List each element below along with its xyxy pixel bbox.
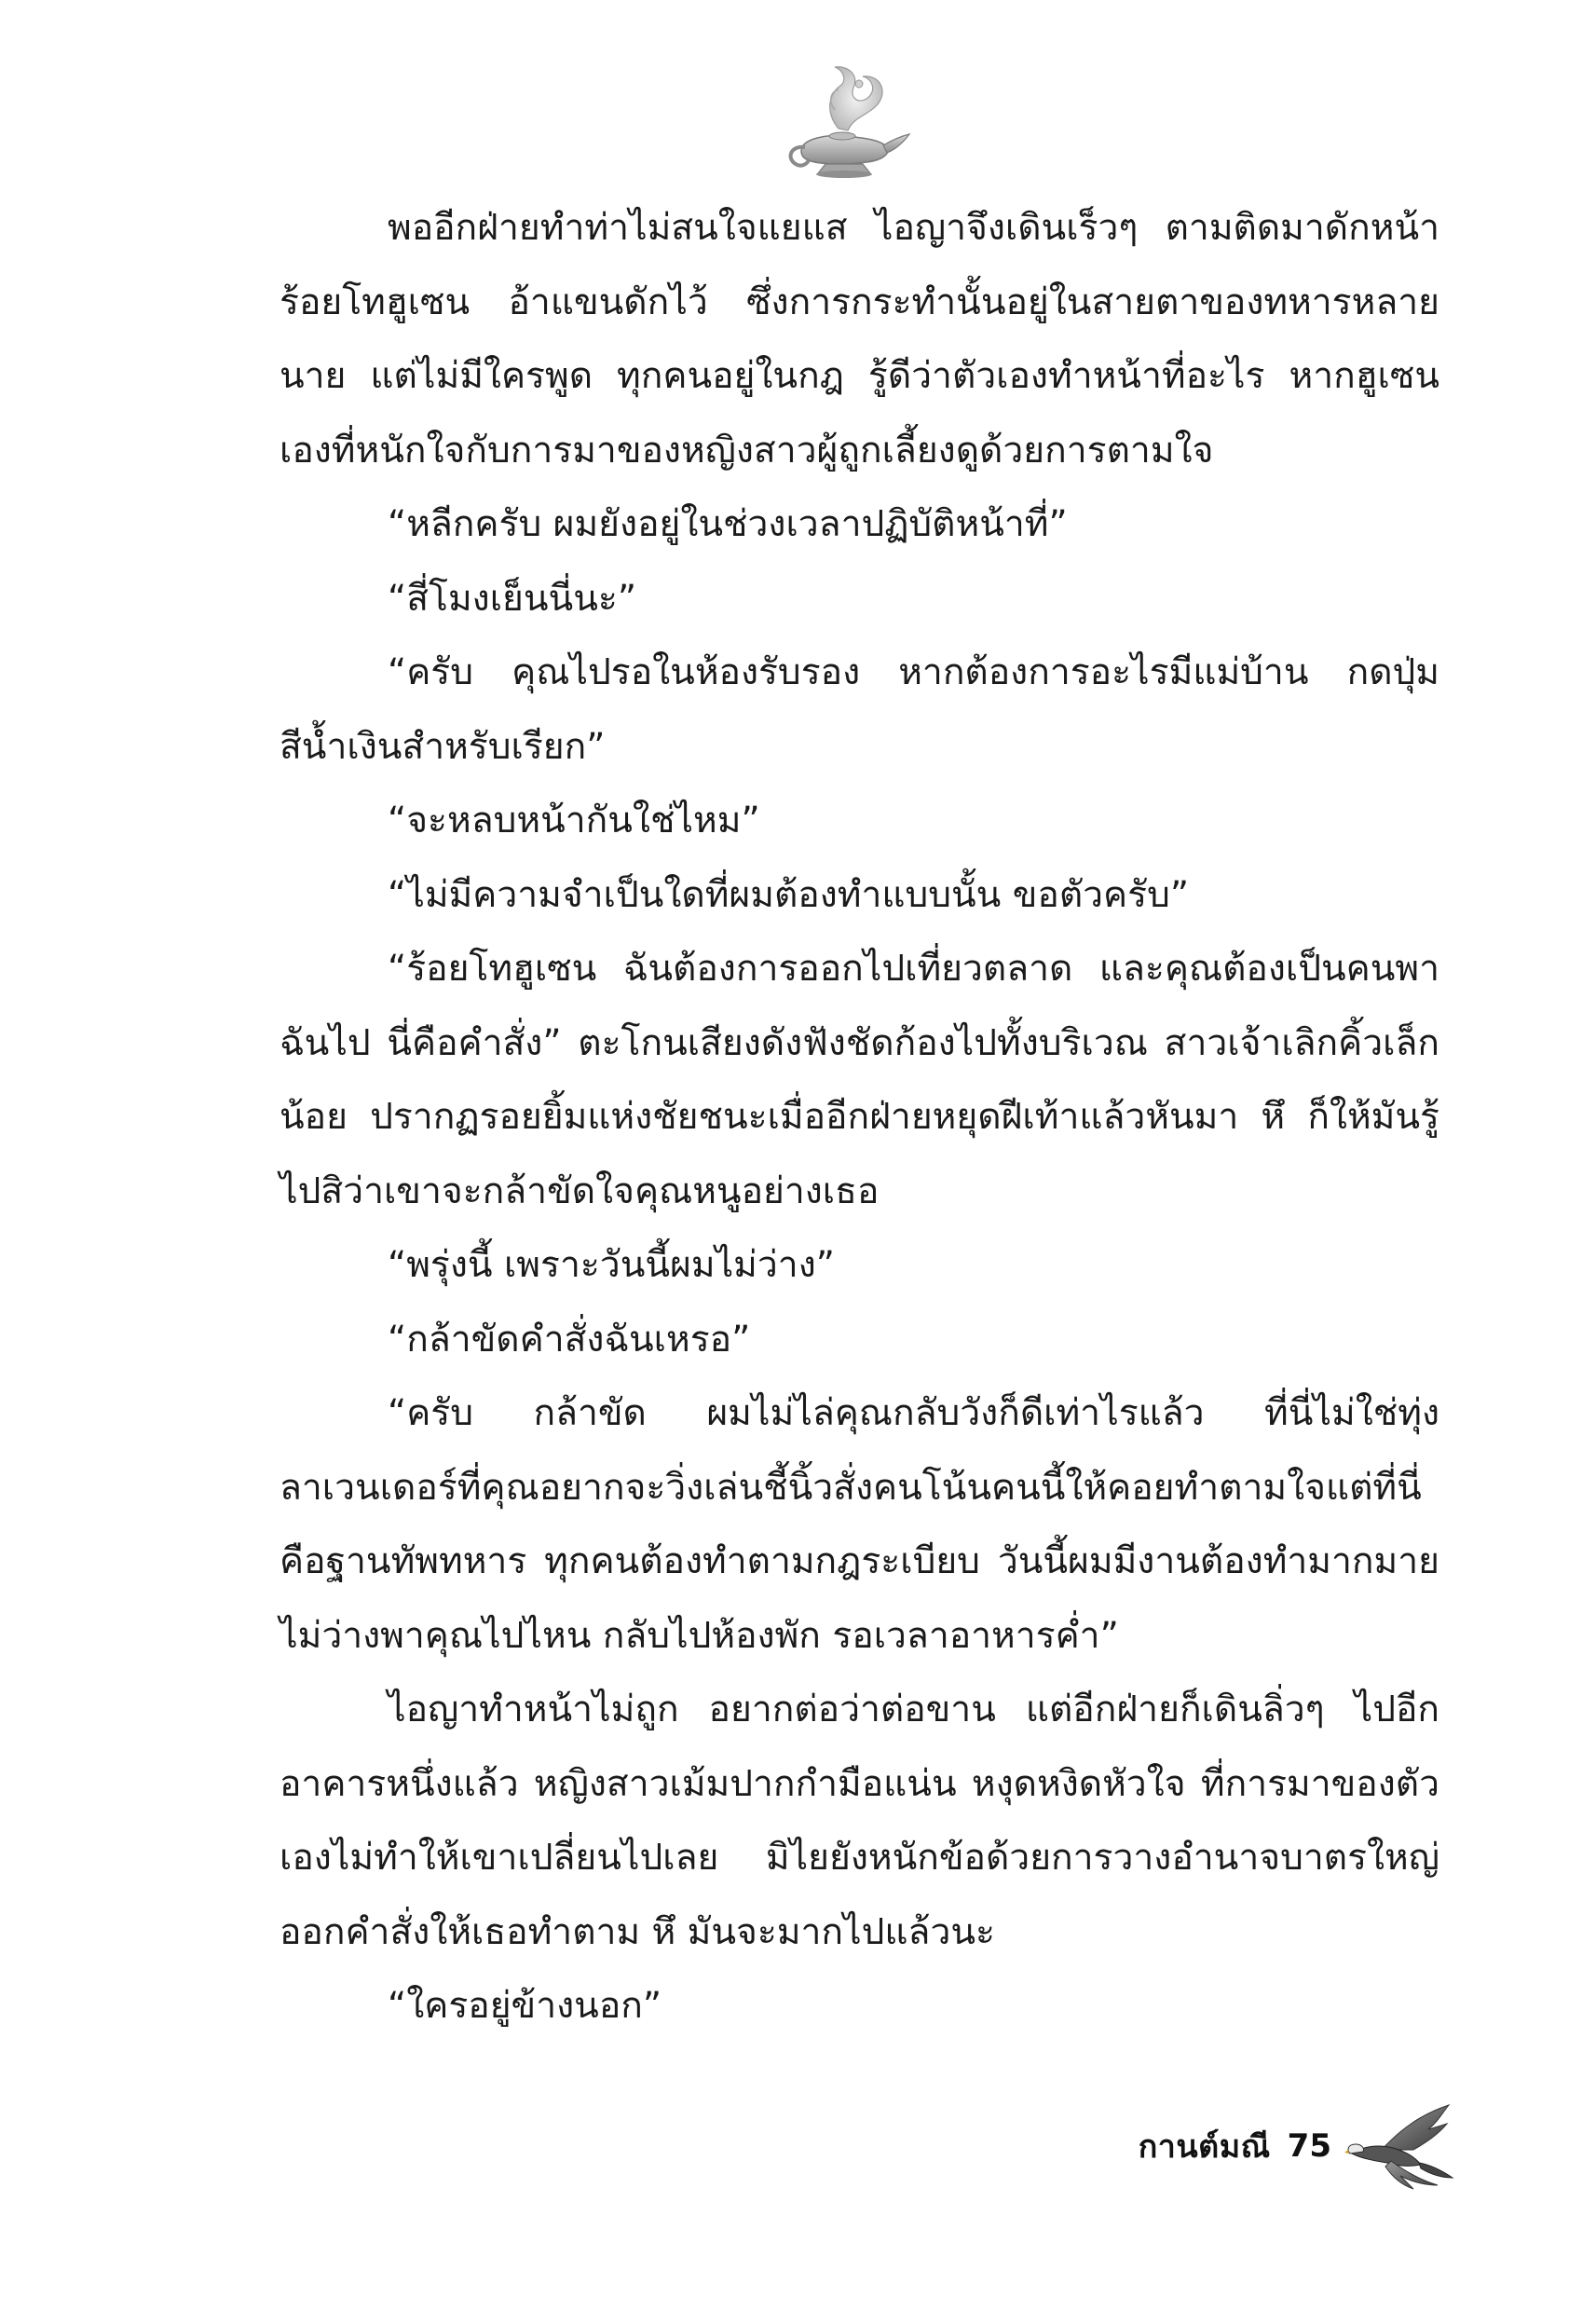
dialogue-line: “พรุ่งนี้ เพราะวันนี้ผมไม่ว่าง” [388, 1244, 835, 1286]
dialogue-line: “ไม่มีความจำเป็นใดที่ผมต้องทำแบบนั้น ขอตัวครับ” [388, 873, 1190, 916]
dialogue-line: “หลีกครับ ผมยังอยู่ในช่วงเวลาปฏิบัติหน้าที่” [388, 503, 1068, 545]
dialogue-line: “กล้าขัดคำสั่งฉันเหรอ” [388, 1318, 751, 1361]
book-title: กานต์มณี [1138, 2127, 1271, 2166]
paragraph: ไอญาทำหน้าไม่ถูก อยากต่อว่าต่อขาน แต่อีกฝ่ายก็เดินลิ่วๆ ไปอีกอาคารหนึ่งแล้ว หญิงสาวเม้มปากกำมือแน่น หงุดหงิดหัวใจ ที่การมาของตัวเองไม่ทำให้เขาเปลี่ยนไปเลย มิไยยังหนักข้อด้วยการวางอำนาจบาตรใหญ่ออกคำสั่งให้เธอทำตาม หึ มันจะมากไปแล้วนะ [280, 1689, 1439, 1953]
page-number: 75 [1287, 2126, 1331, 2165]
eagle-icon [1344, 2101, 1456, 2190]
dialogue-line: “จะหลบหน้ากันใช่ไหม” [388, 800, 760, 841]
body-text [280, 191, 1439, 2044]
paragraph: “ครับ กล้าขัด ผมไม่ไล่คุณกลับวังก็ดีเท่าไรแล้ว ที่นี่ไม่ใช่ทุ่งลาเวนเดอร์ที่คุณอยากจะวิ่งเล่นชี้นิ้วสั่งคนโน้นคนนี้ให้คอยทำตามใจแต่ที่นี่คือฐานทัพทหาร ทุกคนต้องทำตามกฎระเบียบ วันนี้ผมมีงานต้องทำมากมาย ไม่ว่างพาคุณไปไหน กลับไปห้องพัก รอเวลาอาหารค่ำ” [280, 1392, 1439, 1657]
paragraph: พออีกฝ่ายทำท่าไม่สนใจแยแส ไอญาจึงเดินเร็วๆ ตามติดมาดักหน้าร้อยโทฮูเซน อ้าแขนดักไว้ ซึ่งการกระทำนั้นอยู่ในสายตาของทหารหลายนาย แต่ไม่มีใครพูด ทุกคนอยู่ในกฎ รู้ดีว่าตัวเองทำหน้าที่อะไร หากฮูเซนเองที่หนักใจกับการมาของหญิงสาวผู้ถูกเลี้ยงดูด้วยการตามใจ [280, 207, 1439, 472]
genie-lamp-icon [773, 56, 913, 196]
dialogue-line: “ครับ คุณไปรอในห้องรับรอง หากต้องการอะไรมีแม่บ้าน กดปุ่มสีน้ำเงินสำหรับเรียก” [280, 651, 1439, 768]
paragraph: “ร้อยโทฮูเซน ฉันต้องการออกไปเที่ยวตลาด และคุณต้องเป็นคนพาฉันไป นี่คือคำสั่ง” ตะโกนเสียงดังฟังชัดก้องไปทั้งบริเวณ สาวเจ้าเลิกคิ้วเล็กน้อย ปรากฏรอยยิ้มแห่งชัยชนะเมื่ออีกฝ่ายหยุดฝีเท้าแล้วหันมา หึ ก็ให้มันรู้ไปสิว่าเขาจะกล้าขัดใจคุณหนูอย่างเธอ [280, 948, 1439, 1212]
page-footer [1139, 2101, 1456, 2190]
dialogue-line: “ใครอยู่ข้างนอก” [388, 1985, 662, 2027]
dialogue-line: “สี่โมงเย็นนี่นะ” [388, 577, 637, 620]
